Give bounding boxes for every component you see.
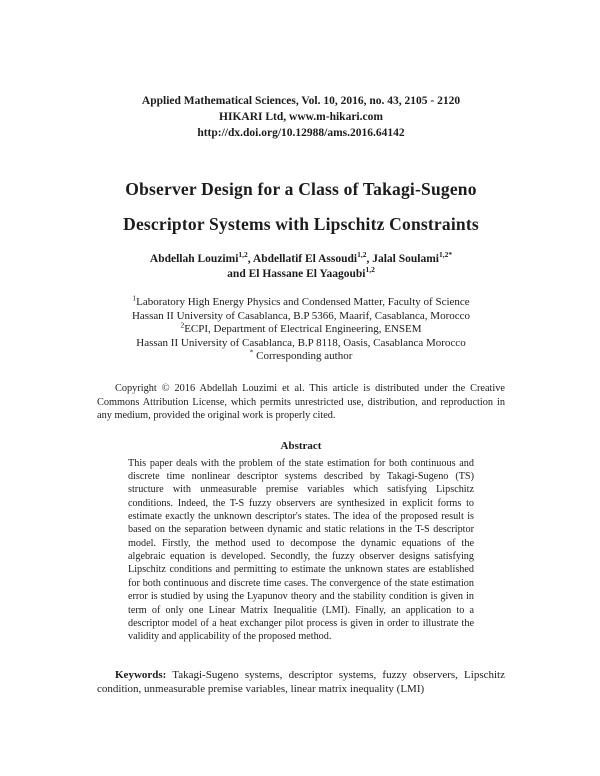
affiliation-2-line-2: Hassan II University of Casablanca, B.P 8118, Oasis, Casablanca Morocco — [136, 336, 466, 349]
author-affiliation-marker: 1,2 — [357, 249, 367, 259]
keywords-text: Takagi-Sugeno systems, descriptor systems, fuzzy observers, Lipschitz condition, unmeasurable premise variables, linear matrix inequality (LMI) — [97, 668, 505, 695]
keywords-label: Keywords: — [115, 668, 167, 681]
author-name: , Abdellatif El Assoudi — [247, 252, 358, 265]
affiliation-text: ECPI, Department of Electrical Engineering, ENSEM — [184, 323, 422, 336]
corresponding-author-note — [97, 347, 505, 363]
abstract-heading: Abstract — [280, 439, 322, 452]
author-name: , Jalal Soulami — [366, 252, 439, 265]
paper-title-line-2: Descriptor Systems with Lipschitz Constraints — [123, 213, 479, 234]
affiliation-2-line-1 — [97, 320, 505, 336]
corresponding-author-marker: * — [249, 347, 254, 357]
keywords-paragraph — [97, 668, 505, 697]
authors-block — [97, 249, 505, 282]
affiliation-1-line-2: Hassan II University of Casablanca, B.P 5366, Maarif, Casablanca, Morocco — [131, 309, 471, 322]
author-affiliation-marker: 1,2 — [238, 249, 248, 259]
author-affiliation-marker: 1,2 — [365, 264, 375, 274]
journal-citation-line: Applied Mathematical Sciences, Vol. 10, 2016, no. 43, 2105 - 2120 — [141, 95, 461, 107]
authors-line-1 — [97, 249, 505, 267]
author-affiliation-marker: 1,2* — [438, 249, 453, 259]
paper-title-line-1: Observer Design for a Class of Takagi-Sugeno — [125, 178, 477, 199]
copyright-notice: Copyright © 2016 Abdellah Louzimi et al. This article is distributed under the Creative Commons Attribution License, which permits unrestricted use, distribution, and reproduction in any medium, provided the original work is properly cited. — [97, 383, 505, 422]
affiliation-marker: 2 — [180, 320, 185, 330]
doi-line: http://dx.doi.org/10.12988/ams.2016.64142 — [197, 126, 405, 139]
affiliation-marker: 1 — [132, 293, 137, 303]
corresponding-author-text: Corresponding author — [253, 350, 353, 363]
affiliation-1-line-1 — [97, 293, 505, 309]
journal-header — [97, 94, 505, 142]
affiliation-text: Laboratory High Energy Physics and Condensed Matter, Faculty of Science — [136, 296, 470, 309]
affiliations-block — [97, 293, 505, 363]
authors-line-2 — [97, 264, 505, 282]
author-name: and El Hassane El Yaagoubi — [227, 267, 366, 280]
abstract-text: This paper deals with the problem of the state estimation for both continuous and discrete time nonlinear descriptor systems described by Takagi-Sugeno (TS) structure with unmeasurable premise variables which satisfying Lipschitz conditions. Indeed, the T-S fuzzy observers are synthesized in explicit forms to estimate exactly the unknown descriptor's states. The idea of the proposed result is based on the separation between dynamic and static relations in the T-S descriptor model. Firstly, the method used to decompose the dynamic equations of the algebraic equation is developed. Secondly, the fuzzy observer designs satisfying Lipschitz conditions and permitting to estimate the unknown states are established for both continuous and discrete time cases. The convergence of the state estimation error is studied by using the Lyapunov theory and the stability condition is given in term of only one Linear Matrix Inequalitie (LMI). Finally, an application to a descriptor model of a heat exchanger pilot process is given in order to illustrate the validity and applicability of the proposed method. — [128, 457, 474, 643]
publisher-line: HIKARI Ltd, www.m-hikari.com — [219, 110, 383, 123]
author-name: Abdellah Louzimi — [149, 252, 239, 265]
paper-title — [97, 172, 505, 242]
